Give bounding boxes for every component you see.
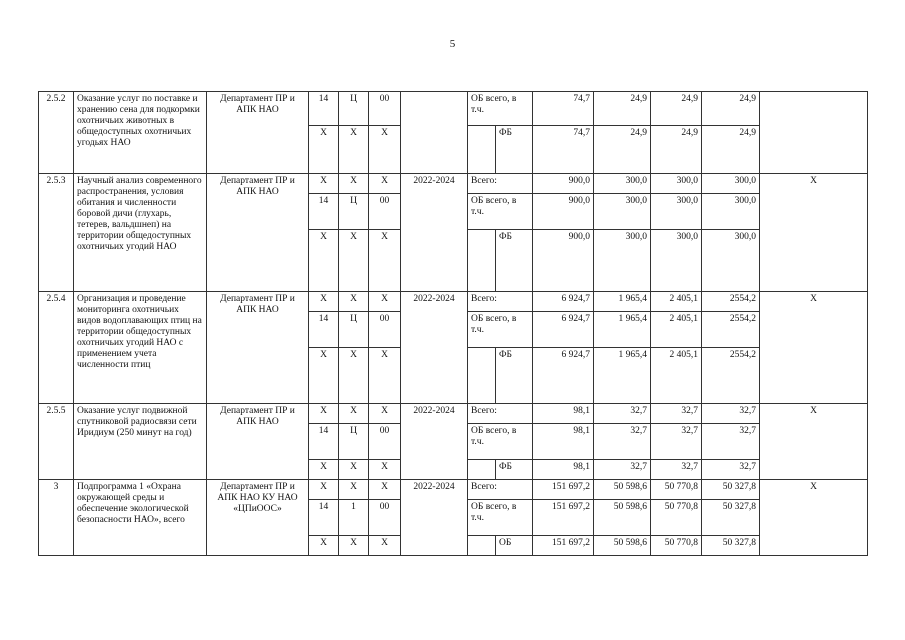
executor-cell: Департамент ПР и АПК НАО КУ НАО «ЦПиООС» — [207, 480, 309, 556]
code-cell: Х — [369, 480, 401, 500]
value-cell: 2554,2 — [702, 348, 760, 404]
row-number-cell: 3 — [39, 480, 74, 556]
result-cell: Х — [760, 174, 868, 292]
value-cell: 300,0 — [702, 230, 760, 292]
value-cell: 50 770,8 — [651, 500, 702, 536]
funding-source-cell: Всего: — [468, 480, 533, 500]
value-cell: 50 598,6 — [594, 536, 651, 556]
page-number: 5 — [449, 38, 456, 50]
value-cell: 1 965,4 — [594, 292, 651, 312]
row-number-cell: 2.5.4 — [39, 292, 74, 404]
value-cell: 32,7 — [651, 460, 702, 480]
code-cell: Ц — [339, 424, 369, 460]
code-cell: Х — [309, 348, 339, 404]
indent-cell — [468, 348, 496, 404]
result-cell — [760, 92, 868, 174]
funding-source-cell: ОБ — [496, 536, 533, 556]
value-cell: 32,7 — [594, 460, 651, 480]
value-cell: 50 770,8 — [651, 536, 702, 556]
code-cell: 14 — [309, 424, 339, 460]
code-cell: Х — [309, 126, 339, 174]
value-cell: 50 598,6 — [594, 500, 651, 536]
program-table — [38, 91, 868, 556]
indent-cell — [468, 536, 496, 556]
code-cell: Ц — [339, 312, 369, 348]
funding-source-cell: ОБ всего, в т.ч. — [468, 312, 533, 348]
code-cell: Х — [309, 480, 339, 500]
funding-source-cell: Всего: — [468, 174, 533, 194]
value-cell: 24,9 — [594, 126, 651, 174]
indent-cell — [468, 126, 496, 174]
value-cell: 300,0 — [594, 230, 651, 292]
funding-source-cell: ФБ — [496, 126, 533, 174]
value-cell: 50 327,8 — [702, 536, 760, 556]
value-cell: 98,1 — [533, 424, 594, 460]
result-cell: Х — [760, 292, 868, 404]
value-cell: 2 405,1 — [651, 348, 702, 404]
funding-source-cell: ОБ всего, в т.ч. — [468, 424, 533, 460]
funding-source-cell: Всего: — [468, 404, 533, 424]
value-cell: 2 405,1 — [651, 292, 702, 312]
result-cell: Х — [760, 480, 868, 556]
code-cell: Х — [369, 348, 401, 404]
code-cell: 00 — [369, 312, 401, 348]
value-cell: 74,7 — [533, 92, 594, 126]
value-cell: 32,7 — [594, 424, 651, 460]
code-cell: Х — [339, 230, 369, 292]
value-cell: 32,7 — [651, 424, 702, 460]
value-cell: 300,0 — [651, 194, 702, 230]
code-cell: Х — [339, 404, 369, 424]
code-cell: 14 — [309, 500, 339, 536]
code-cell: Х — [369, 404, 401, 424]
row-number-cell: 2.5.5 — [39, 404, 74, 480]
table-row — [39, 174, 868, 194]
value-cell: 1 965,4 — [594, 312, 651, 348]
value-cell: 98,1 — [533, 460, 594, 480]
funding-source-cell: ФБ — [496, 348, 533, 404]
code-cell: 1 — [339, 500, 369, 536]
value-cell: 24,9 — [702, 126, 760, 174]
code-cell: Х — [339, 174, 369, 194]
code-cell: Х — [369, 460, 401, 480]
value-cell: 300,0 — [702, 194, 760, 230]
indent-cell — [468, 460, 496, 480]
code-cell: Х — [369, 292, 401, 312]
code-cell: Х — [369, 536, 401, 556]
table-body — [39, 92, 868, 556]
funding-source-cell: ФБ — [496, 230, 533, 292]
table-row — [39, 404, 868, 424]
value-cell: 900,0 — [533, 194, 594, 230]
code-cell: 00 — [369, 424, 401, 460]
period-cell: 2022-2024 — [401, 404, 468, 480]
result-cell: Х — [760, 404, 868, 480]
code-cell: Х — [309, 460, 339, 480]
executor-cell: Департамент ПР и АПК НАО — [207, 174, 309, 292]
funding-source-cell: ФБ — [496, 460, 533, 480]
value-cell: 24,9 — [651, 92, 702, 126]
code-cell: Х — [339, 126, 369, 174]
code-cell: Х — [339, 348, 369, 404]
value-cell: 50 598,6 — [594, 480, 651, 500]
value-cell: 32,7 — [651, 404, 702, 424]
value-cell: 1 965,4 — [594, 348, 651, 404]
code-cell: Х — [309, 404, 339, 424]
value-cell: 151 697,2 — [533, 500, 594, 536]
period-cell: 2022-2024 — [401, 292, 468, 404]
value-cell: 32,7 — [702, 460, 760, 480]
code-cell: 00 — [369, 194, 401, 230]
executor-cell: Департамент ПР и АПК НАО — [207, 92, 309, 174]
period-cell — [401, 92, 468, 174]
funding-source-cell: ОБ всего, в т.ч. — [468, 92, 533, 126]
code-cell: Х — [309, 536, 339, 556]
executor-cell: Департамент ПР и АПК НАО — [207, 292, 309, 404]
value-cell: 151 697,2 — [533, 480, 594, 500]
code-cell: 14 — [309, 194, 339, 230]
code-cell: Х — [309, 174, 339, 194]
period-cell: 2022-2024 — [401, 480, 468, 556]
value-cell: 2554,2 — [702, 312, 760, 348]
code-cell: 00 — [369, 92, 401, 126]
code-cell: Х — [369, 230, 401, 292]
code-cell: Х — [339, 460, 369, 480]
code-cell: Х — [369, 174, 401, 194]
value-cell: 6 924,7 — [533, 348, 594, 404]
value-cell: 900,0 — [533, 174, 594, 194]
value-cell: 32,7 — [594, 404, 651, 424]
measure-name-cell: Оказание услуг подвижной спутниковой радиосвязи сети Иридиум (250 минут на год) — [74, 404, 207, 480]
value-cell: 2554,2 — [702, 292, 760, 312]
code-cell: Х — [339, 480, 369, 500]
value-cell: 98,1 — [533, 404, 594, 424]
code-cell: Х — [339, 292, 369, 312]
period-cell: 2022-2024 — [401, 174, 468, 292]
funding-source-cell: Всего: — [468, 292, 533, 312]
value-cell: 151 697,2 — [533, 536, 594, 556]
measure-name-cell: Научный анализ современного распространения, условия обитания и численности боровой дичи (глухарь, тетерев, вальдшнеп) на территории общедоступных охотничьих угодий НАО — [74, 174, 207, 292]
table-row — [39, 92, 868, 126]
value-cell: 32,7 — [702, 424, 760, 460]
code-cell: 14 — [309, 92, 339, 126]
value-cell: 6 924,7 — [533, 312, 594, 348]
funding-source-cell: ОБ всего, в т.ч. — [468, 194, 533, 230]
measure-name-cell: Организация и проведение мониторинга охотничьих видов водоплавающих птиц на территории общедоступных охотничьих угодий НАО с применением учета численности птиц — [74, 292, 207, 404]
value-cell: 6 924,7 — [533, 292, 594, 312]
code-cell: Х — [309, 292, 339, 312]
value-cell: 24,9 — [651, 126, 702, 174]
value-cell: 2 405,1 — [651, 312, 702, 348]
value-cell: 32,7 — [702, 404, 760, 424]
value-cell: 50 770,8 — [651, 480, 702, 500]
value-cell: 24,9 — [702, 92, 760, 126]
code-cell: 14 — [309, 312, 339, 348]
measure-name-cell: Подпрограмма 1 «Охрана окружающей среды и обеспечение экологической безопасности НАО», всего — [74, 480, 207, 556]
row-number-cell: 2.5.2 — [39, 92, 74, 174]
table-row — [39, 480, 868, 500]
value-cell: 74,7 — [533, 126, 594, 174]
executor-cell: Департамент ПР и АПК НАО — [207, 404, 309, 480]
value-cell: 300,0 — [594, 174, 651, 194]
value-cell: 300,0 — [651, 174, 702, 194]
value-cell: 50 327,8 — [702, 500, 760, 536]
value-cell: 300,0 — [702, 174, 760, 194]
value-cell: 50 327,8 — [702, 480, 760, 500]
value-cell: 900,0 — [533, 230, 594, 292]
funding-source-cell: ОБ всего, в т.ч. — [468, 500, 533, 536]
table-row — [39, 292, 868, 312]
code-cell: Ц — [339, 92, 369, 126]
value-cell: 24,9 — [594, 92, 651, 126]
code-cell: Х — [369, 126, 401, 174]
code-cell: Х — [309, 230, 339, 292]
code-cell: Ц — [339, 194, 369, 230]
measure-name-cell: Оказание услуг по поставке и хранению сена для подкормки охотничьих животных в общедоступных охотничьих угодьях НАО — [74, 92, 207, 174]
code-cell: Х — [339, 536, 369, 556]
indent-cell — [468, 230, 496, 292]
value-cell: 300,0 — [594, 194, 651, 230]
code-cell: 00 — [369, 500, 401, 536]
value-cell: 300,0 — [651, 230, 702, 292]
row-number-cell: 2.5.3 — [39, 174, 74, 292]
